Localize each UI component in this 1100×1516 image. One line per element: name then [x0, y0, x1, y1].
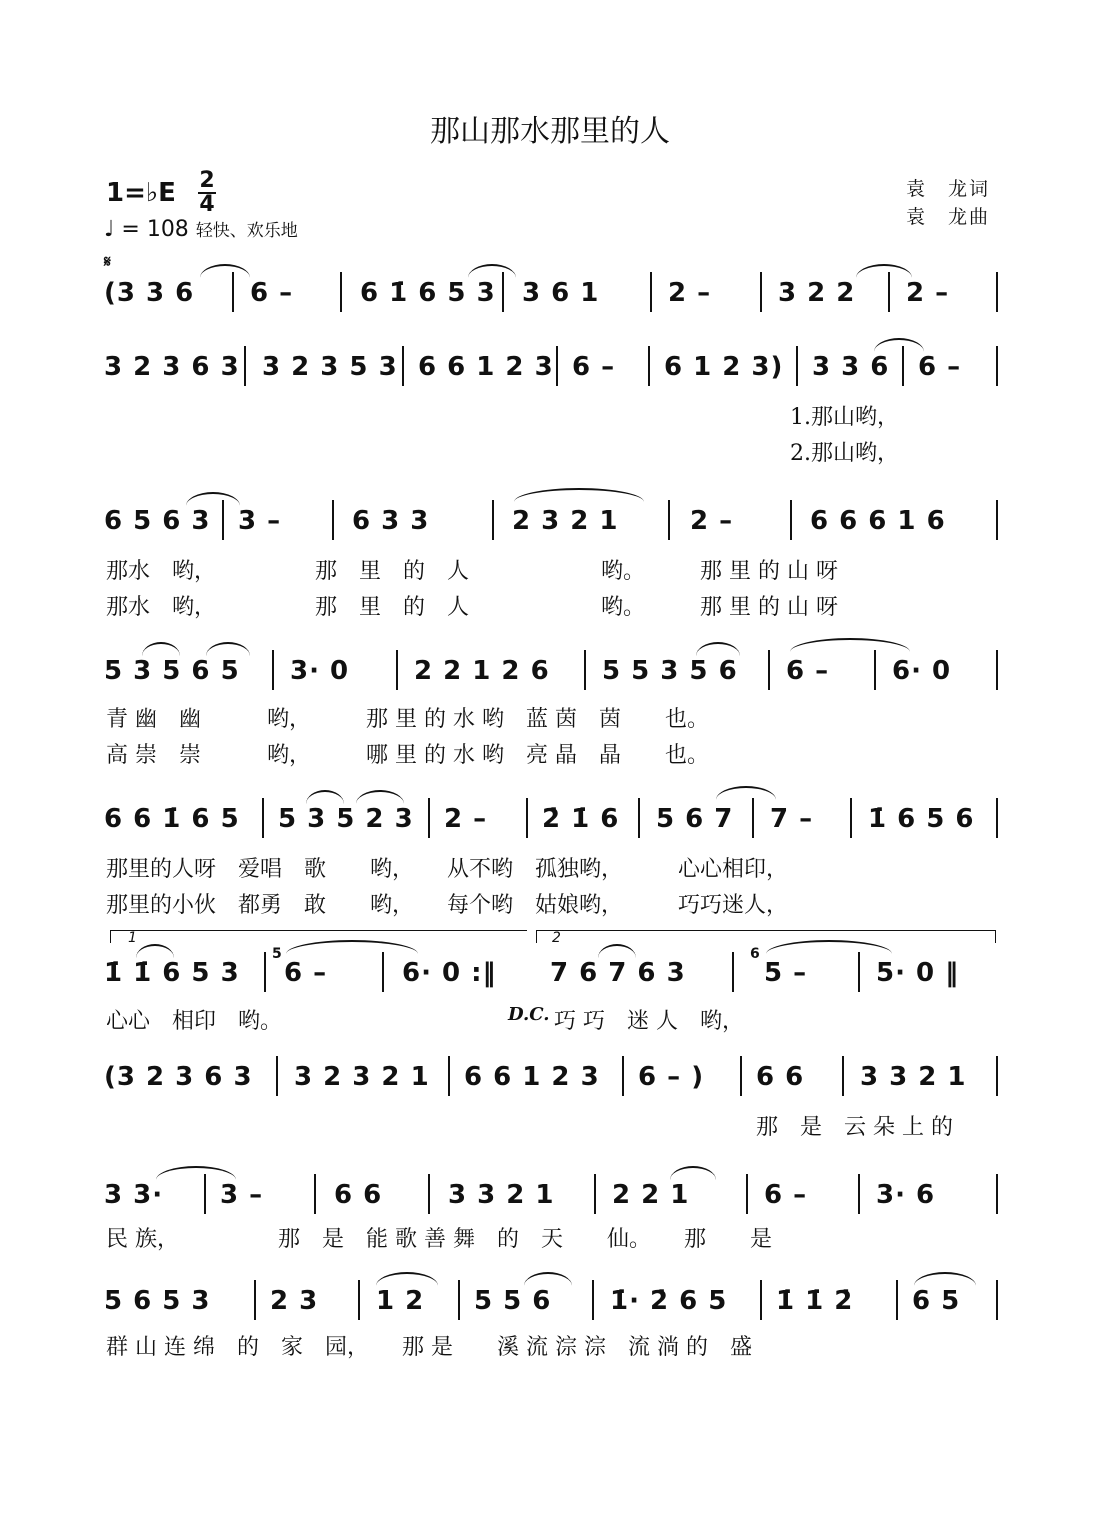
measure: 7 –: [770, 804, 814, 834]
measure: 2 3 2 1: [512, 506, 619, 536]
measure: 5 6 7: [656, 804, 734, 834]
barline: [428, 798, 430, 838]
measure: 6 5 6 3: [104, 506, 211, 536]
lyric-verse-1: 1.那山哟，: [790, 405, 899, 430]
measure: (3 3 6: [104, 278, 195, 308]
measure: 3 2 2: [778, 278, 856, 308]
measure: 6 6 1 2 3: [464, 1062, 600, 1092]
measure: 5· 0 ‖: [876, 958, 960, 988]
barline: [276, 1056, 278, 1096]
first-ending-number: 1: [128, 930, 137, 946]
slur: [142, 642, 180, 656]
measure: 1 2: [376, 1286, 425, 1316]
lyric-verse-2: 2.那山哟，: [790, 441, 899, 466]
lyric-line: 心心 相印 哟。: [106, 1009, 283, 1034]
barline: [204, 1174, 206, 1214]
barline: [902, 346, 904, 386]
barline: [592, 1280, 594, 1320]
measure: 2̇ 1̇ 6: [542, 804, 620, 834]
barline: [850, 798, 852, 838]
lyric-verse-1: 那水 哟， 那 里 的 人 哟。 那 里 的 山 呀: [106, 559, 838, 584]
barline: [996, 1280, 998, 1320]
barline: [842, 1056, 844, 1096]
measure: 6 6 1 2 3: [418, 352, 554, 382]
barline: [668, 500, 670, 540]
lyric-line: 那 是 云 朵 上 的: [756, 1115, 953, 1140]
measure: 6 3 3: [352, 506, 430, 536]
tie: [186, 492, 240, 506]
measure: 6 1̇ 6 5 3: [360, 278, 496, 308]
barline: [244, 346, 246, 386]
barline: [760, 1280, 762, 1320]
barline: [382, 952, 384, 992]
barline: [492, 500, 494, 540]
barline: [622, 1056, 624, 1096]
slur: [376, 1272, 438, 1286]
barline: [332, 500, 334, 540]
barline: [858, 952, 860, 992]
barline: [760, 272, 762, 312]
measure: 3 3 6: [812, 352, 890, 382]
measure: 3 2 3 2 1: [294, 1062, 430, 1092]
barline: [790, 500, 792, 540]
measure: 6 –: [918, 352, 962, 382]
barline: [502, 272, 504, 312]
second-ending-number: 2: [552, 930, 561, 946]
tempo-expression: 轻快、欢乐地: [195, 221, 298, 241]
song-title: 那山那水那里的人: [430, 114, 670, 149]
measure: 6 6 6 1 6: [810, 506, 946, 536]
measure: 3 3·: [104, 1180, 164, 1210]
barline: [638, 798, 640, 838]
barline: [314, 1174, 316, 1214]
key-signature: 1=♭E: [106, 178, 176, 208]
barline: [448, 1056, 450, 1096]
measure: 3 2 3 6 3: [104, 352, 240, 382]
barline: [650, 272, 652, 312]
lyric-line: 民 族， 那 是 能 歌 善 舞 的 天 仙。 那 是: [106, 1227, 772, 1252]
measure: 6 – ): [638, 1062, 705, 1092]
tie: [856, 264, 912, 278]
measure: 3· 0: [290, 656, 350, 686]
slur: [514, 488, 644, 502]
barline: [874, 650, 876, 690]
slur: [306, 790, 344, 804]
measure: 6 5: [912, 1286, 961, 1316]
measure: 2 2 1: [612, 1180, 690, 1210]
lyric-verse-1: 青 幽 幽 哟， 那 里 的 水 哟 蓝 茵 茵 也。: [106, 707, 709, 732]
measure: 6 1 2 3): [664, 352, 784, 382]
measure: 6 –: [786, 656, 830, 686]
slur: [206, 642, 250, 656]
barline: [396, 650, 398, 690]
measure: 2 3: [270, 1286, 319, 1316]
barline: [996, 650, 998, 690]
time-signature-top: 2: [199, 168, 215, 193]
tempo-value: = 108: [121, 217, 189, 242]
barline: [752, 798, 754, 838]
measure: 1̇ 1̇ 6 5 3: [104, 958, 240, 988]
barline: [896, 1280, 898, 1320]
barline: [458, 1280, 460, 1320]
barline: [222, 500, 224, 540]
tie: [790, 638, 910, 652]
barline: [858, 1174, 860, 1214]
slur: [670, 1166, 716, 1180]
measure: 6 –: [284, 958, 328, 988]
measure: 2 –: [690, 506, 734, 536]
tie: [200, 264, 250, 278]
measure: 5 3 5 2 3: [278, 804, 414, 834]
measure: 7 6 7 6 3: [550, 958, 686, 988]
composer-credit: 袁 龙曲: [906, 206, 991, 228]
measure: 6 –: [572, 352, 616, 382]
measure: 5 6 5 3: [104, 1286, 211, 1316]
barline: [746, 1174, 748, 1214]
measure: 3 6 1: [522, 278, 600, 308]
barline: [732, 952, 734, 992]
measure: 1̇ 6 5 6: [868, 804, 975, 834]
barline: [262, 798, 264, 838]
measure: 2 –: [906, 278, 950, 308]
slur: [356, 790, 404, 804]
barline: [996, 272, 998, 312]
measure: 3 3 2 1: [448, 1180, 555, 1210]
lyric-verse-2: 那里的小伙 都勇 敢 哟， 每个哟 姑娘哟， 巧巧迷人，: [106, 893, 789, 918]
measure: 5 –: [764, 958, 808, 988]
da-capo-marking: D.C.: [508, 1004, 550, 1025]
lyric-verse-2: 那水 哟， 那 里 的 人 哟。 那 里 的 山 呀: [106, 595, 838, 620]
measure: 6· 0 :‖: [402, 958, 497, 988]
barline: [584, 650, 586, 690]
lyric-line: 群 山 连 绵 的 家 园， 那 是 溪 流 淙 淙 流 淌 的 盛: [106, 1335, 752, 1360]
barline: [996, 1056, 998, 1096]
slur: [524, 1272, 572, 1286]
tempo-marking: [104, 216, 298, 242]
measure: 2 –: [668, 278, 712, 308]
barline: [264, 952, 266, 992]
slur: [914, 1272, 976, 1286]
measure: 5 5 6: [474, 1286, 552, 1316]
measure: 3 –: [238, 506, 282, 536]
measure: 6 –: [250, 278, 294, 308]
measure: 6 6 1̇ 6 5: [104, 804, 240, 834]
barline: [740, 1056, 742, 1096]
slur: [696, 642, 740, 656]
slur: [598, 944, 636, 958]
grace-note: 6: [750, 946, 760, 962]
barline: [526, 798, 528, 838]
lyric-verse-1: 那里的人呀 爱唱 歌 哟， 从不哟 孤独哟， 心心相印，: [106, 857, 789, 882]
measure: 1̇ 1̇ 2̇: [776, 1286, 854, 1316]
tie: [156, 1166, 236, 1180]
tie: [716, 786, 776, 800]
tie: [874, 338, 924, 352]
measure: 3 –: [220, 1180, 264, 1210]
barline: [254, 1280, 256, 1320]
measure: 6· 0: [892, 656, 952, 686]
measure: 6 6: [334, 1180, 383, 1210]
lyricist-credit: 袁 龙词: [906, 178, 991, 200]
barline: [996, 1174, 998, 1214]
barline: [272, 650, 274, 690]
barline: [888, 272, 890, 312]
barline: [594, 1174, 596, 1214]
measure: 2 2 1 2 6: [414, 656, 550, 686]
barline: [996, 798, 998, 838]
tie: [468, 264, 516, 278]
measure: 6 6: [756, 1062, 805, 1092]
measure: 3 2 3 5 3: [262, 352, 398, 382]
barline: [796, 346, 798, 386]
barline: [556, 346, 558, 386]
barline: [340, 272, 342, 312]
lyric-line: 巧 巧 迷 人 哟，: [554, 1009, 744, 1034]
time-signature-bottom: 4: [199, 192, 215, 217]
barline: [232, 272, 234, 312]
measure: 5 5 3 5 6: [602, 656, 738, 686]
measure: 1̇· 2̇ 6 5: [610, 1286, 728, 1316]
barline: [428, 1174, 430, 1214]
measure: 5 3 5 6 5: [104, 656, 240, 686]
second-ending-bracket: [536, 930, 996, 943]
measure: 2 –: [444, 804, 488, 834]
grace-note: 5: [272, 946, 282, 962]
segno-icon: 𝄋: [104, 252, 111, 271]
time-signature: [198, 170, 216, 216]
barline: [648, 346, 650, 386]
lyric-verse-2: 高 崇 崇 哟， 哪 里 的 水 哟 亮 晶 晶 也。: [106, 743, 709, 768]
quarter-note-icon: ♩: [104, 217, 115, 242]
barline: [402, 346, 404, 386]
measure: 3· 6: [876, 1180, 936, 1210]
barline: [358, 1280, 360, 1320]
slur: [136, 944, 174, 958]
barline: [996, 500, 998, 540]
barline: [996, 346, 998, 386]
measure: 6 –: [764, 1180, 808, 1210]
measure: (3 2 3 6 3: [104, 1062, 253, 1092]
barline: [768, 650, 770, 690]
measure: 3 3 2 1: [860, 1062, 967, 1092]
